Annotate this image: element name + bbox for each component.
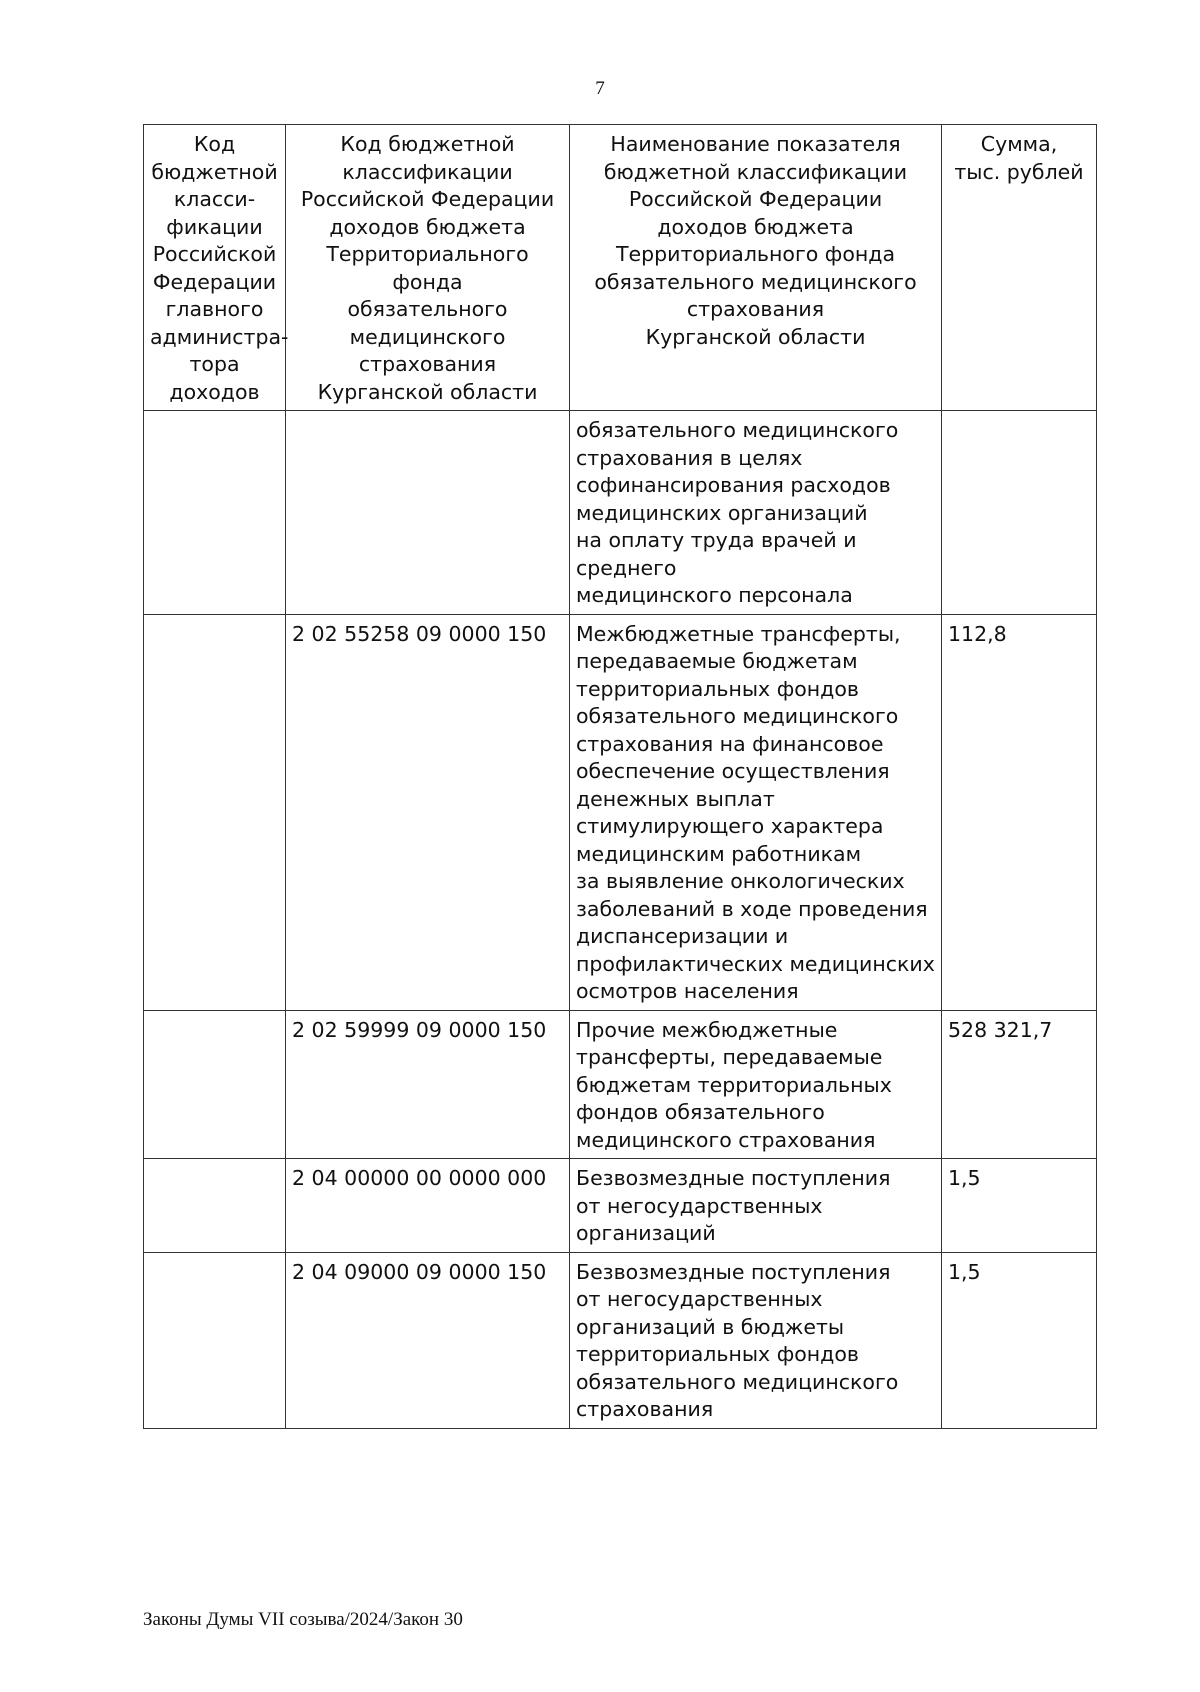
page-number: 7 xyxy=(595,78,605,99)
amount-cell xyxy=(942,411,1097,615)
table-row xyxy=(144,411,1097,615)
admin-code-cell xyxy=(144,1252,286,1428)
indicator-name-cell: Межбюджетные трансферты, передаваемые бюджетам территориальных фондов обязательного медицинского страхования на финансовое обеспечение осуществления денежных выплат стимулирующего характера медицинским работникам за выявление онкологических заболеваний в ходе проведения диспансеризации и профилактических медицинских осмотров населения xyxy=(570,614,942,1010)
amount-cell: 1,5 xyxy=(942,1159,1097,1253)
budget-code-cell: 2 04 09000 09 0000 150 xyxy=(286,1252,570,1428)
indicator-name-cell: Безвозмездные поступления от негосударственных организаций в бюджеты территориальных фондов обязательного медицинского страхования xyxy=(570,1252,942,1428)
admin-code-cell xyxy=(144,411,286,615)
table-row xyxy=(144,1159,1097,1253)
header-admin-code: Код бюджетной класси- фикации Российской Федерации главного администра- тора доходов xyxy=(144,125,286,411)
header-amount: Сумма, тыс. рублей xyxy=(942,125,1097,411)
table-row xyxy=(144,1010,1097,1159)
budget-table xyxy=(143,124,1097,1429)
budget-code-cell xyxy=(286,411,570,615)
header-indicator-name: Наименование показателя бюджетной классификации Российской Федерации доходов бюджета Территориального фонда обязательного медицинского страхования Курганской области xyxy=(570,125,942,411)
amount-cell: 112,8 xyxy=(942,614,1097,1010)
budget-code-cell: 2 02 59999 09 0000 150 xyxy=(286,1010,570,1159)
table-row xyxy=(144,1252,1097,1428)
table-header-row xyxy=(144,125,1097,411)
indicator-name-cell: Прочие межбюджетные трансферты, передаваемые бюджетам территориальных фондов обязательного медицинского страхования xyxy=(570,1010,942,1159)
admin-code-cell xyxy=(144,1159,286,1253)
document-footer: Законы Думы VII созыва/2024/Закон 30 xyxy=(143,1609,463,1630)
amount-cell: 528 321,7 xyxy=(942,1010,1097,1159)
admin-code-cell xyxy=(144,614,286,1010)
indicator-name-cell: обязательного медицинского страхования в целях софинансирования расходов медицинских организаций на оплату труда врачей и среднего медицинского персонала xyxy=(570,411,942,615)
amount-cell: 1,5 xyxy=(942,1252,1097,1428)
indicator-name-cell: Безвозмездные поступления от негосударственных организаций xyxy=(570,1159,942,1253)
admin-code-cell xyxy=(144,1010,286,1159)
header-budget-code: Код бюджетной классификации Российской Федерации доходов бюджета Территориального фонда обязательного медицинского страхования Курганской области xyxy=(286,125,570,411)
budget-code-cell: 2 02 55258 09 0000 150 xyxy=(286,614,570,1010)
budget-code-cell: 2 04 00000 00 0000 000 xyxy=(286,1159,570,1253)
table-row xyxy=(144,614,1097,1010)
